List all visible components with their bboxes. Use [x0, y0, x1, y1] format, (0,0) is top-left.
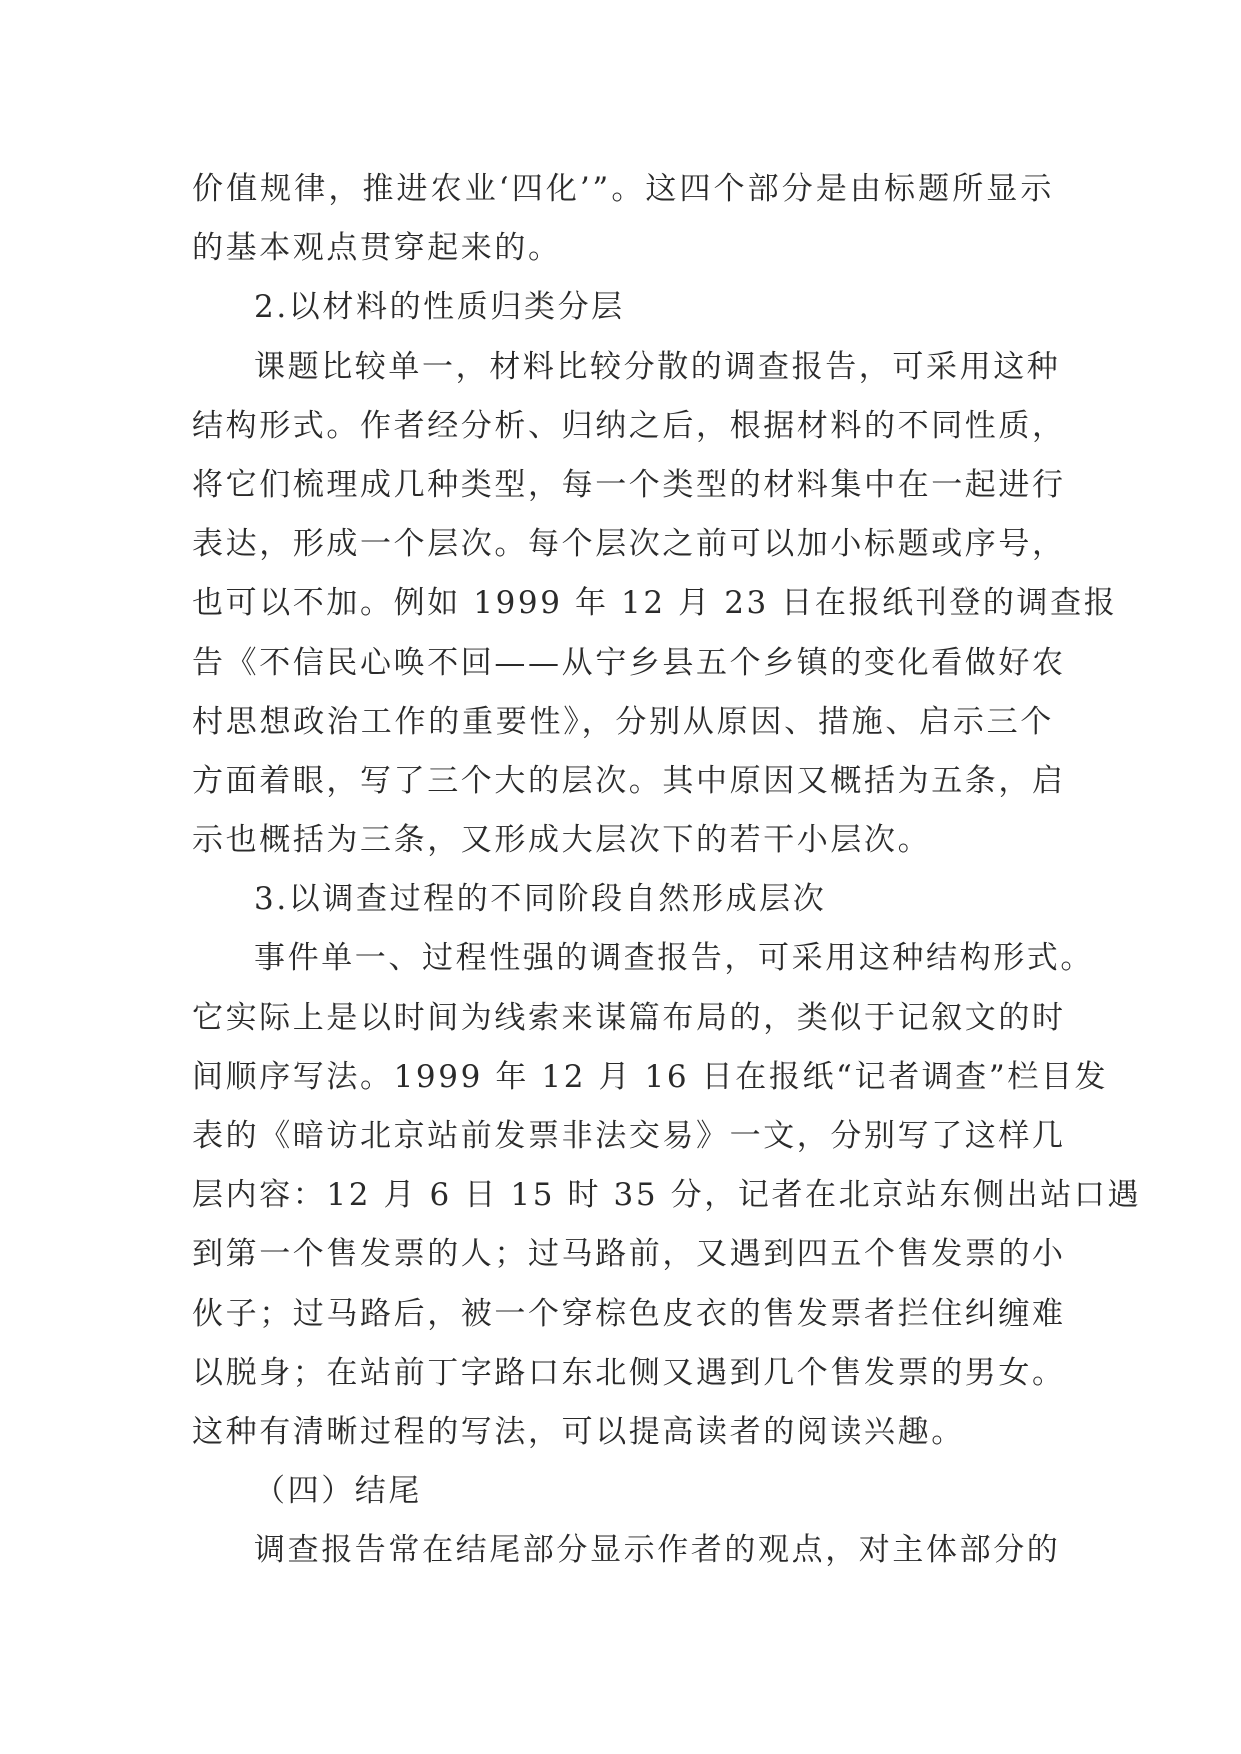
text-line: 表达，形成一个层次。每个层次之前可以加小标题或序号， [192, 526, 1066, 563]
text-line: 也可以不加。例如 1999 年 12 月 23 日在报纸刊登的调查报 [192, 585, 1118, 622]
text-line: 村思想政治工作的重要性》，分别从原因、措施、启示三个 [192, 703, 1054, 740]
body-text [192, 160, 1142, 1581]
section-heading: （四）结尾 [254, 1473, 422, 1510]
text-line: 示也概括为三条，又形成大层次下的若干小层次。 [192, 822, 932, 859]
text-line: 以脱身；在站前丁字路口东北侧又遇到几个售发票的男女。 [192, 1354, 1066, 1391]
text-line: 的基本观点贯穿起来的。 [192, 230, 562, 267]
text-line: 结构形式。作者经分析、归纳之后，根据材料的不同性质， [192, 407, 1066, 444]
text-line: 表的《暗访北京站前发票非法交易》一文，分别写了这样几 [192, 1118, 1066, 1154]
text-line: 课题比较单一，材料比较分散的调查报告，可采用这种 [254, 348, 1061, 385]
text-line: 它实际上是以时间为线索来谋篇布局的，类似于记叙文的时 [192, 999, 1066, 1036]
text-line: 将它们梳理成几种类型，每一个类型的材料集中在一起进行 [192, 466, 1066, 503]
text-line: 间顺序写法。1999 年 12 月 16 日在报纸“记者调查”栏目发 [192, 1058, 1109, 1095]
text-line: 事件单一、过程性强的调查报告，可采用这种结构形式。 [254, 940, 1094, 977]
text-line: 层内容：12 月 6 日 15 时 35 分，记者在北京站东侧出站口遇 [192, 1177, 1142, 1214]
text-line: 这种有清晰过程的写法，可以提高读者的阅读兴趣。 [192, 1413, 965, 1450]
text-line: 到第一个售发票的人；过马路前，又遇到四五个售发票的小 [192, 1236, 1066, 1273]
text-line: 价值规律，推进农业‘四化’”。这四个部分是由标题所显示 [192, 171, 1054, 207]
text-line: 告《不信民心唤不回——从宁乡县五个乡镇的变化看做好农 [192, 644, 1066, 681]
text-line: 方面着眼，写了三个大的层次。其中原因又概括为五条，启 [192, 762, 1066, 799]
section-heading: 2.以材料的性质归类分层 [254, 289, 625, 326]
text-line: 调查报告常在结尾部分显示作者的观点，对主体部分的 [254, 1532, 1061, 1569]
text-line: 伙子；过马路后，被一个穿棕色皮衣的售发票者拦住纠缠难 [192, 1295, 1066, 1332]
section-heading: 3.以调查过程的不同阶段自然形成层次 [254, 881, 827, 918]
